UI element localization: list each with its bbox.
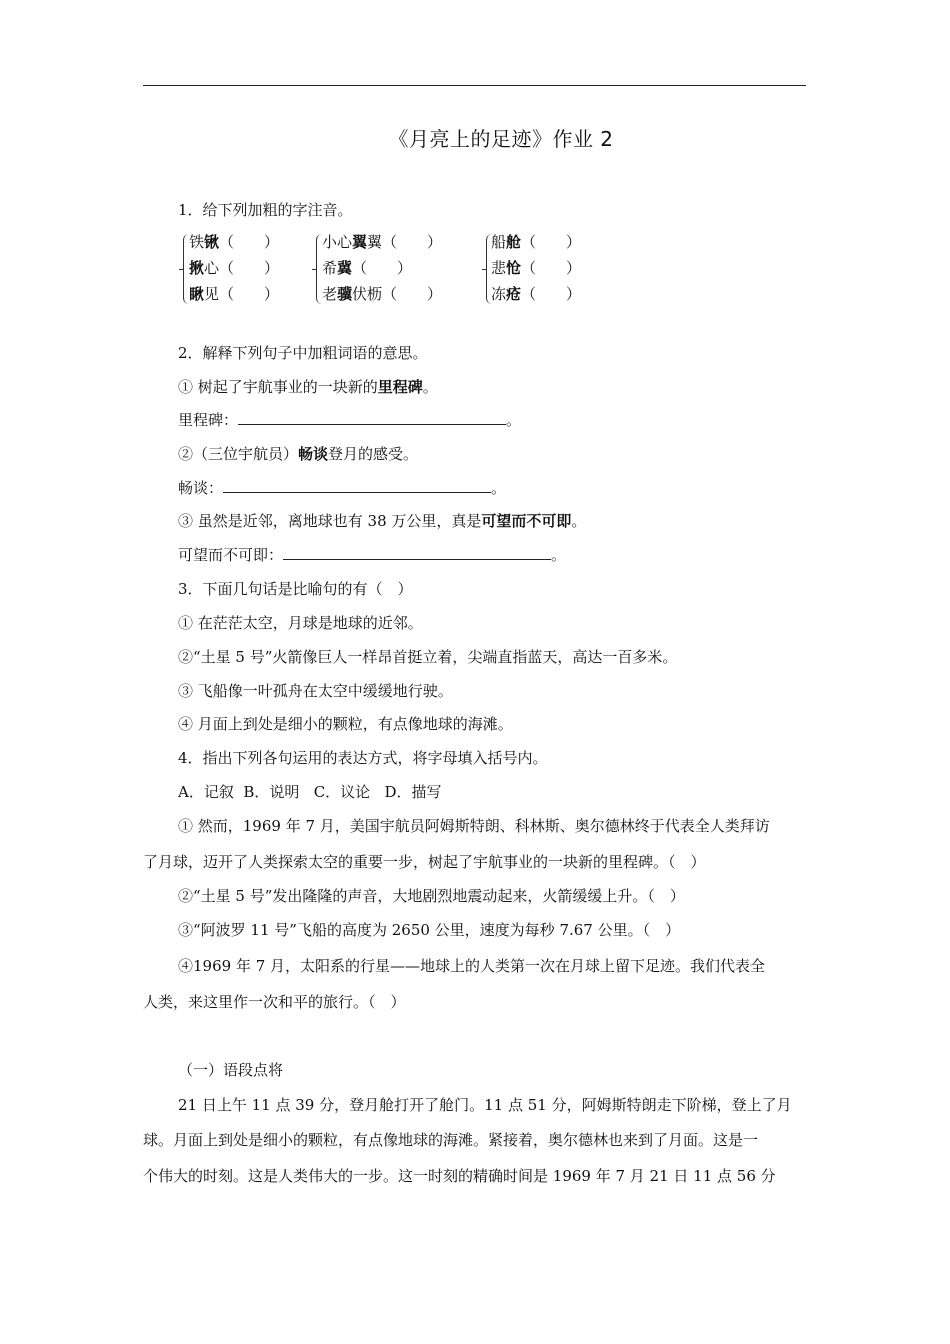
bold-character: 舱: [506, 233, 522, 251]
q4-sentence-4b: 人类，来这里作一次和平的旅行。（ ）: [143, 993, 406, 1011]
bold-character: 翼: [352, 233, 368, 251]
q4-options: A．记叙 B．说明 C．议论 D．描写: [178, 783, 442, 801]
bold-character: 疮: [506, 285, 522, 303]
q4-sentence-3: ③“阿波罗 11 号”飞船的高度为 2650 公里，速度为每秒 7.67 公里。（ ）: [178, 921, 681, 939]
q2-answer-1: 里程碑： 。: [178, 411, 522, 429]
pinyin-item: 冻疮（ ）: [491, 285, 582, 303]
pinyin-item: 老骥伏枥（ ）: [322, 285, 443, 303]
page-title: 《月亮上的足迹》作业 2: [388, 127, 614, 151]
q3-item-2: ②“土星 5 号”火箭像巨人一样昂首挺立着，尖端直指蓝天，高达一百多米。: [178, 648, 678, 666]
q3-item-3: ③ 飞船像一叶孤舟在太空中缓缓地行驶。: [178, 682, 453, 700]
pinyin-item: 揪心（ ）: [189, 259, 280, 277]
q2-sentence-3: ③ 虽然是近邻，离地球也有 38 万公里，真是可望而不可即。: [178, 512, 587, 530]
q4-sentence-4a: ④1969 年 7 月，太阳系的行星——地球上的人类第一次在月球上留下足迹。我们代表全: [178, 957, 766, 975]
pinyin-item: 瞅见（ ）: [189, 285, 280, 303]
pinyin-item: 船舱（ ）: [491, 233, 582, 251]
pinyin-item: 小心翼翼（ ）: [322, 233, 443, 251]
pinyin-item: 希冀（ ）: [322, 259, 413, 277]
q3-prompt: 3．下面几句话是比喻句的有（ ）: [178, 580, 413, 598]
q4-sentence-2: ②“土星 5 号”发出隆隆的声音，大地剧烈地震动起来，火箭缓缓上升。（ ）: [178, 887, 685, 905]
q2-prompt: 2．解释下列句子中加粗词语的意思。: [178, 344, 428, 362]
bold-character: 瞅: [189, 285, 205, 303]
bold-character: 骥: [337, 285, 353, 303]
reading-line-3: 个伟大的时刻。这是人类伟大的一步。这一时刻的精确时间是 1969 年 7 月 21 日 11 点 56 分: [143, 1167, 776, 1185]
bold-character: 锹: [204, 233, 220, 251]
bold-character: 怆: [506, 259, 522, 277]
reading-line-2: 球。月面上到处是细小的颗粒，有点像地球的海滩。紧接着，奥尔德林也来到了月面。这是一: [143, 1131, 759, 1149]
q2-answer-3: 可望而不可即： 。: [178, 546, 567, 564]
q1-prompt: 1．给下列加粗的字注音。: [178, 201, 353, 219]
q2-sentence-2: ②（三位宇航员）畅谈登月的感受。: [178, 445, 419, 463]
pinyin-item: 悲怆（ ）: [491, 259, 582, 277]
q4-sentence-1a: ① 然而，1969 年 7 月，美国宇航员阿姆斯特朗、科林斯、奥尔德林终于代表全人类拜访: [178, 817, 770, 835]
pinyin-item: 铁锹（ ）: [189, 233, 280, 251]
answer-blank[interactable]: [238, 410, 506, 425]
q2-sentence-1: ① 树起了宇航事业的一块新的里程碑。: [178, 378, 438, 396]
answer-blank[interactable]: [283, 545, 551, 560]
q2-answer-2: 畅谈： 。: [178, 479, 507, 497]
q4-prompt: 4．指出下列各句运用的表达方式，将字母填入括号内。: [178, 749, 548, 767]
reading-line-1: 21 日上午 11 点 39 分，登月舱打开了舱门。11 点 51 分，阿姆斯特朗走下阶梯，登上了月: [178, 1096, 792, 1114]
q3-item-4: ④ 月面上到处是细小的颗粒，有点像地球的海滩。: [178, 715, 513, 733]
q3-item-1: ① 在茫茫太空，月球是地球的近邻。: [178, 614, 423, 632]
section-heading: （一）语段点将: [178, 1061, 284, 1079]
header-rule: [143, 85, 806, 86]
q4-sentence-1b: 了月球，迈开了人类探索太空的重要一步，树起了宇航事业的一块新的里程碑。（ ）: [143, 853, 706, 871]
answer-blank[interactable]: [223, 478, 491, 493]
bold-character: 冀: [337, 259, 353, 277]
bold-character: 揪: [189, 259, 205, 277]
